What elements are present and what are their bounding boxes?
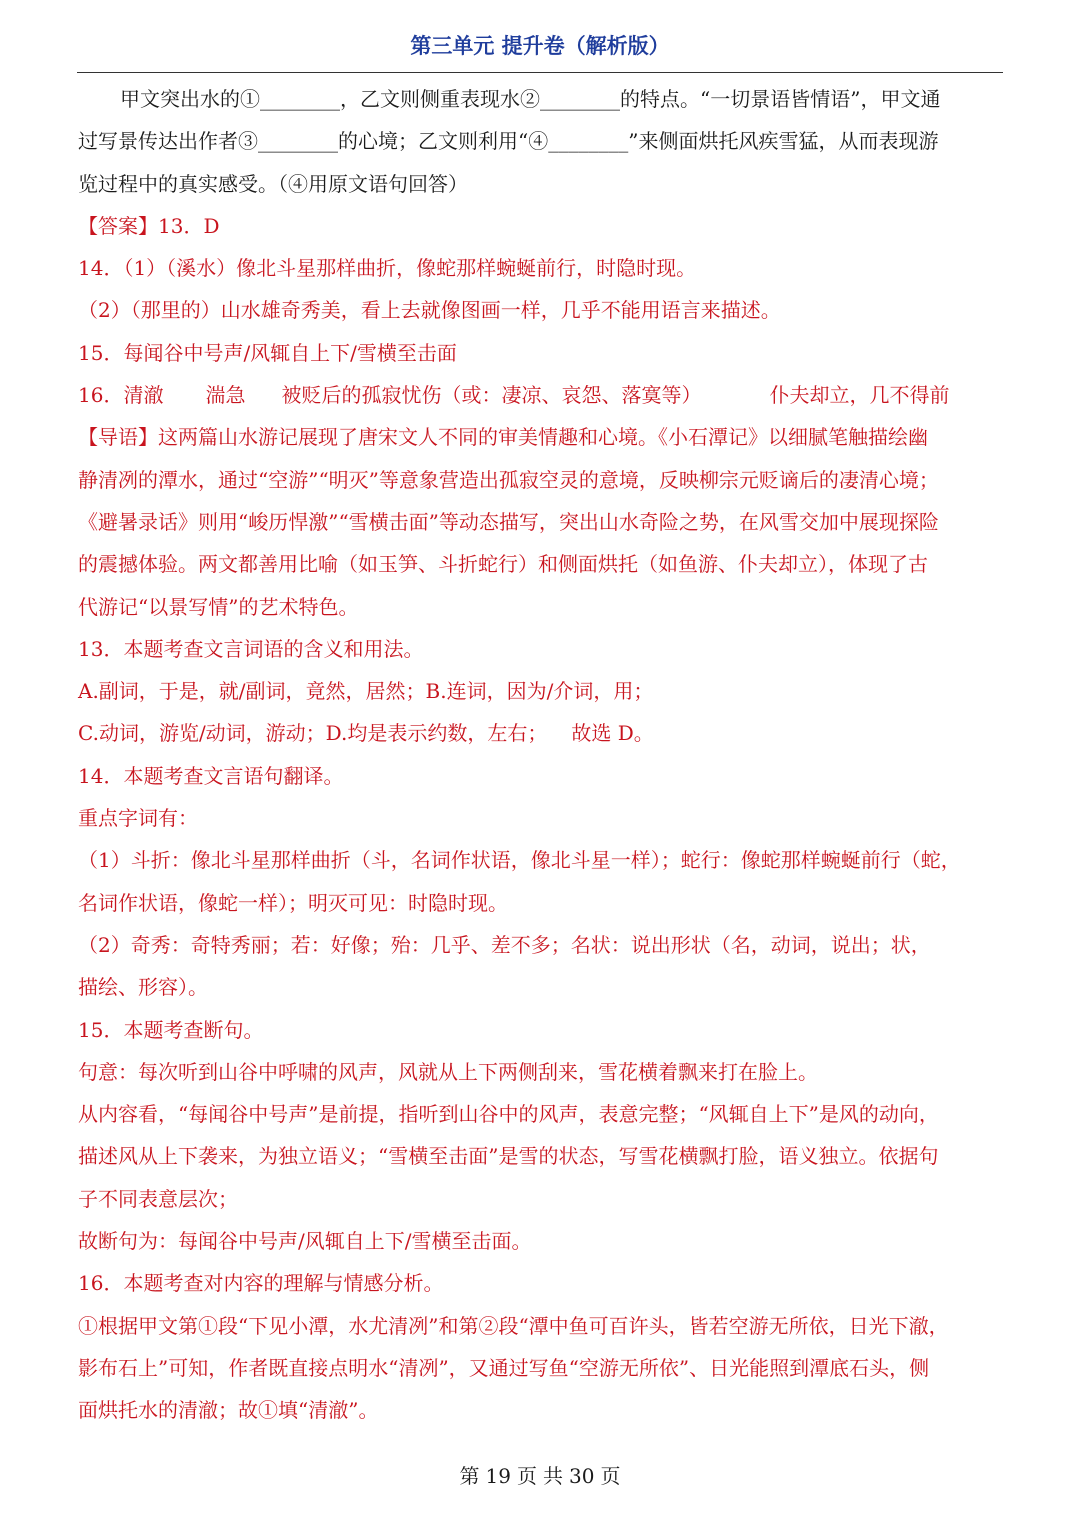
question-line: 过写景传达出作者③________的心境；乙文则利用“④________”来侧面烘托风疾雪猛，从而表现游 — [78, 129, 939, 154]
header-divider — [77, 72, 1003, 73]
guide-line: 【导语】这两篇山水游记展现了唐宋文人不同的审美情趣和心境。《小石潭记》以细腻笔触描绘幽 — [78, 425, 928, 450]
analysis-13-choice: 故选 D。 — [571, 721, 654, 746]
analysis-14-key: 重点字词有： — [78, 806, 198, 831]
analysis-13-title: 13．本题考查文言词语的含义和用法。 — [78, 636, 424, 661]
analysis-15-line: 从内容看，“每闻谷中号声”是前提，指听到山谷中的风声，表意完整；“风辄自上下”是风的动向， — [78, 1102, 939, 1127]
footer-page-number: 19 — [485, 1464, 511, 1488]
analysis-16-line: 面烘托水的清澈；故①填“清澈”。 — [78, 1398, 379, 1423]
analysis-15-line: 描述风从上下袭来，为独立语义；“雪横至击面”是雪的状态，写雪花横飘打脸，语义独立。依据句 — [78, 1144, 939, 1169]
analysis-14-title: 14．本题考查文言语句翻译。 — [78, 763, 344, 788]
answer-16-part-3: 被贬后的孤寂忧伤（或：凄凉、哀怨、落寞等） — [281, 383, 702, 408]
analysis-13-cd-text: C.动词，游览/动词，游动；D.均是表示约数，左右； — [78, 721, 548, 746]
guide-line: 静清冽的潭水，通过“空游”“明灭”等意象营造出孤寂空灵的意境，反映柳宗元贬谪后的凄清心境； — [78, 467, 939, 492]
answer-14-1: 14．（1）（溪水）像北斗星那样曲折，像蛇那样蜿蜒前行，时隐时现。 — [78, 256, 697, 281]
analysis-15-line: 故断句为：每闻谷中号声/风辄自上下/雪横至击面。 — [78, 1229, 532, 1254]
footer-total-pages: 30 — [569, 1464, 595, 1488]
analysis-15-line: 句意：每次听到山谷中呼啸的风声，风就从上下两侧刮来，雪花横着飘来打在脸上。 — [78, 1059, 818, 1084]
analysis-16-title: 16．本题考查对内容的理解与情感分析。 — [78, 1271, 444, 1296]
guide-line: 的震撼体验。两文都善用比喻（如玉笋、斗折蛇行）和侧面烘托（如鱼游、仆夫却立），体现了古 — [78, 552, 928, 577]
analysis-14-line: （2）奇秀：奇特秀丽；若：好像；殆：几乎、差不多；名状：说出形状（名，动词，说出；状， — [78, 932, 931, 957]
analysis-13-ab: A.副词，于是，就/副词，竟然，居然；B.连词，因为/介词，用； — [78, 679, 654, 704]
answer-13: 【答案】13．D — [78, 213, 220, 238]
guide-line: 《避暑录话》则用“峻历悍激”“雪横击面”等动态描写，突出山水奇险之势，在风雪交加中展现探险 — [78, 509, 939, 534]
page-header-title: 第三单元 提升卷（解析版） — [410, 33, 670, 58]
analysis-16-line: ①根据甲文第①段“下见小潭，水尤清冽”和第②段“潭中鱼可百许头，皆若空游无所依，日光下澈， — [78, 1313, 949, 1338]
footer-ye-2: 页 — [600, 1464, 621, 1488]
analysis-16-line: 影布石上”可知，作者既直接点明水“清冽”，又通过写鱼“空游无所依”、日光能照到潭底石头，侧 — [78, 1355, 930, 1380]
page-content — [78, 78, 1004, 1432]
answer-15: 15．每闻谷中号声/风辄自上下/雪横至击面 — [78, 340, 457, 365]
answer-14-2: （2）（那里的）山水雄奇秀美，看上去就像图画一样，几乎不能用语言来描述。 — [78, 298, 781, 323]
analysis-14-line: 描绘、形容）。 — [78, 975, 208, 1000]
analysis-15-line: 子不同表意层次； — [78, 1186, 238, 1211]
question-line: 甲文突出水的①________，乙文则侧重表现水②________的特点。“一切景语皆情语”，甲文通 — [120, 87, 941, 111]
answer-16 — [78, 374, 1004, 416]
page-footer — [0, 1460, 1080, 1489]
answer-16-part-4: 仆夫却立，几不得前 — [769, 383, 950, 408]
footer-ye: 页 — [517, 1464, 537, 1488]
guide-line: 代游记“以景写情”的艺术特色。 — [78, 594, 359, 619]
analysis-14-line: （1）斗折：像北斗星那样曲折（斗，名词作状语，像北斗星一样）；蛇行：像蛇那样蜿蜒前行（蛇， — [78, 848, 961, 873]
analysis-13-cd — [78, 712, 1004, 754]
footer-gong: 共 — [543, 1464, 563, 1488]
question-line: 览过程中的真实感受。（④用原文语句回答） — [78, 171, 468, 196]
analysis-15-title: 15．本题考查断句。 — [78, 1017, 264, 1042]
footer-di: 第 — [459, 1464, 480, 1488]
answer-16-part-2: 湍急 — [205, 383, 246, 408]
answer-16-part-1: 16．清澈 — [78, 383, 164, 408]
analysis-14-line: 名词作状语，像蛇一样）；明灭可见：时隐时现。 — [78, 890, 508, 915]
